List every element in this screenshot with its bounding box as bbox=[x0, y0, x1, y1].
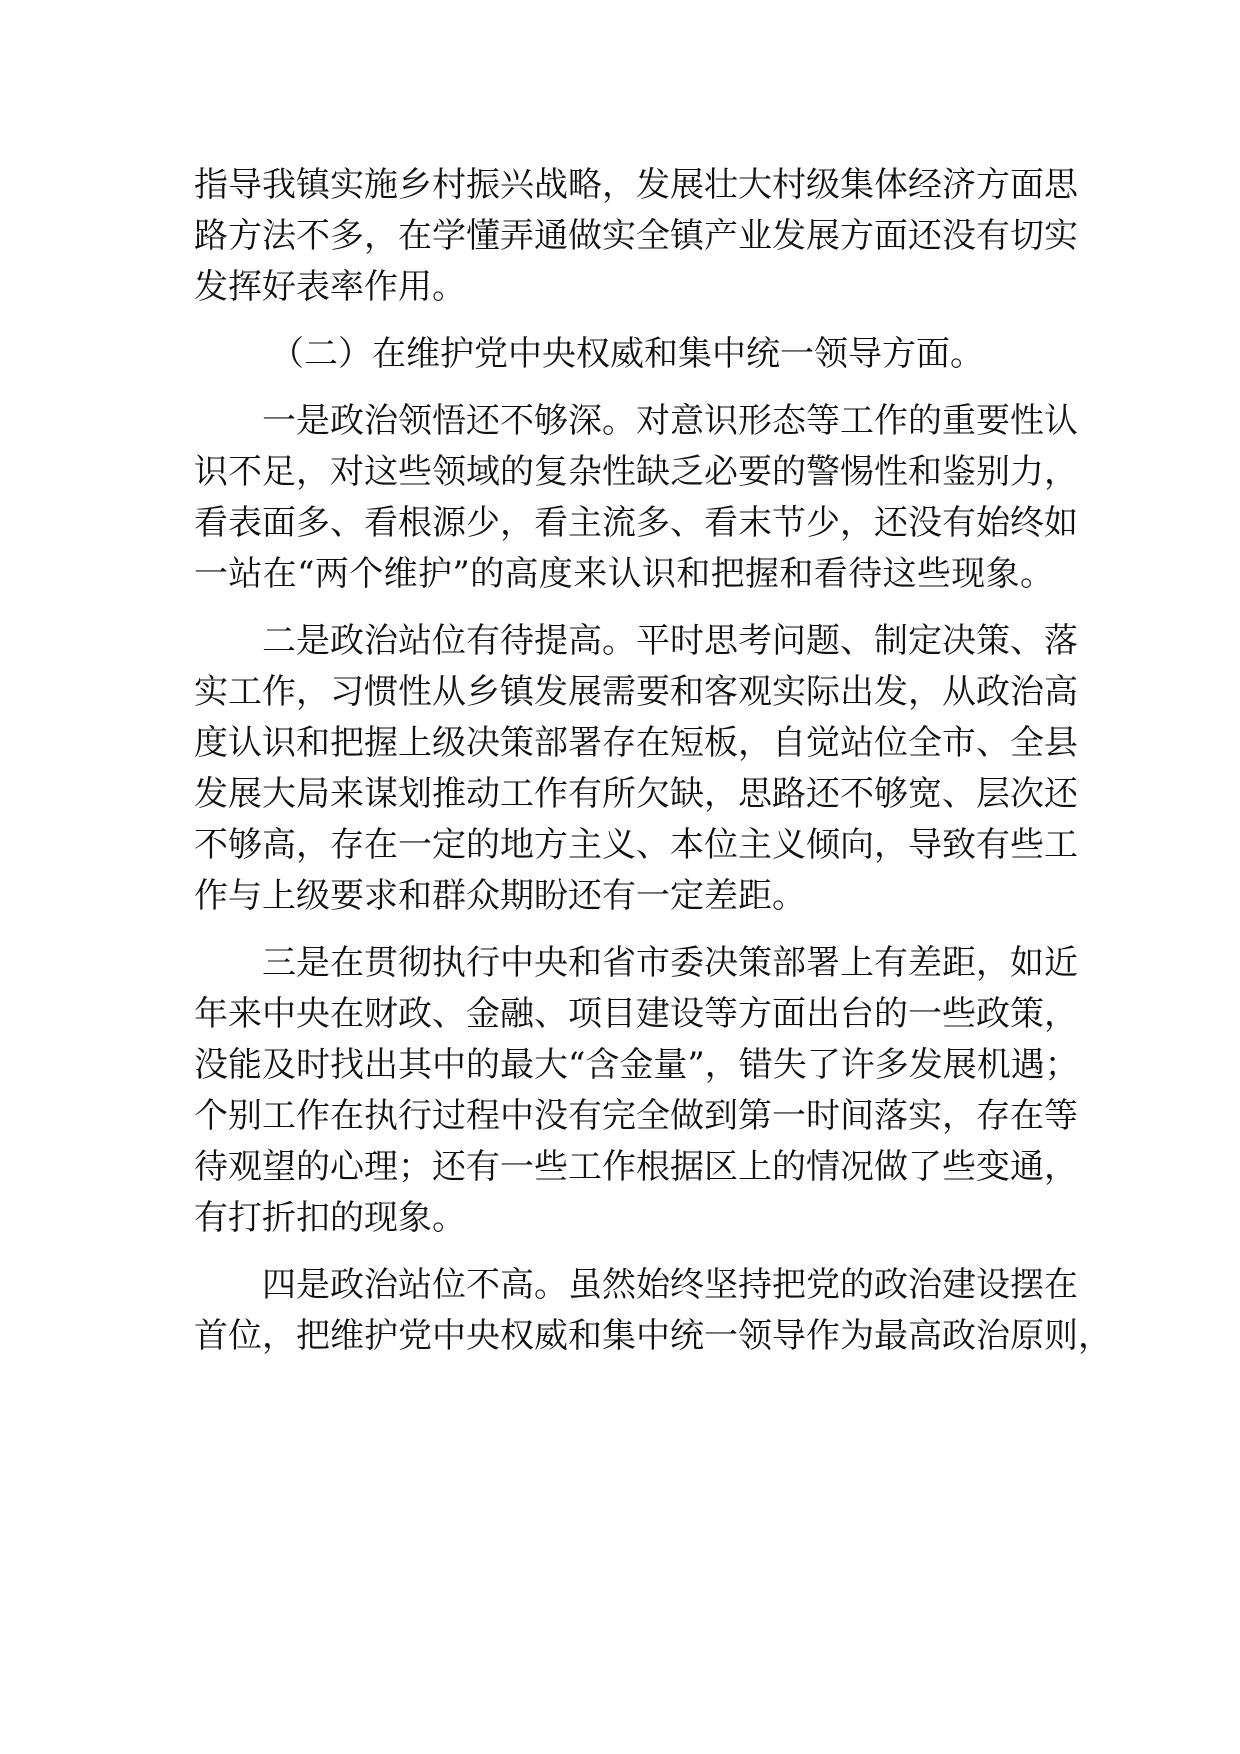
text-line: 二是政治站位有待提高。平时思考问题、制定决策、落 bbox=[262, 621, 1078, 661]
text-line: 发挥好表率作用。 bbox=[194, 267, 466, 307]
text-line: 不够高，存在一定的地方主义、本位主义倾向，导致有些工 bbox=[194, 825, 1078, 865]
text-line: 作与上级要求和群众期盼还有一定差距。 bbox=[194, 876, 806, 916]
paragraph-point-four bbox=[194, 1260, 1112, 1362]
text-line: 看表面多、看根源少，看主流多、看末节少，还没有始终如 bbox=[194, 503, 1078, 543]
text-line: 实工作，习惯性从乡镇发展需要和客观实际出发，从政治高 bbox=[194, 672, 1078, 712]
paragraph-point-two bbox=[194, 616, 1078, 922]
text-line: 识不足，对这些领域的复杂性缺乏必要的警惕性和鉴别力， bbox=[194, 452, 1078, 492]
text-line: 路方法不多，在学懂弄通做实全镇产业发展方面还没有切实 bbox=[194, 216, 1078, 256]
paragraph-point-one bbox=[194, 396, 1078, 600]
text-line: 年来中央在财政、金融、项目建设等方面出台的一些政策， bbox=[194, 994, 1078, 1034]
section-heading bbox=[194, 329, 1054, 380]
text-line: 一是政治领悟还不够深。对意识形态等工作的重要性认 bbox=[262, 401, 1078, 441]
section-heading-text: （二）在维护党中央权威和集中统一领导方面。 bbox=[270, 334, 984, 374]
text-line: 待观望的心理；还有一些工作根据区上的情况做了些变通， bbox=[194, 1147, 1078, 1187]
document-body bbox=[194, 160, 1112, 1378]
text-line: 没能及时找出其中的最大“含金量”，错失了许多发展机遇； bbox=[194, 1045, 1079, 1085]
text-line: 指导我镇实施乡村振兴战略，发展壮大村级集体经济方面思 bbox=[194, 165, 1078, 205]
paragraph-continuation bbox=[194, 160, 1078, 313]
text-line: 发展大局来谋划推动工作有所欠缺，思路还不够宽、层次还 bbox=[194, 774, 1078, 814]
text-line: 一站在“两个维护”的高度来认识和把握和看待这些现象。 bbox=[194, 554, 1054, 594]
text-line: 度认识和把握上级决策部署存在短板，自觉站位全市、全县 bbox=[194, 723, 1078, 763]
text-line: 个别工作在执行过程中没有完全做到第一时间落实，存在等 bbox=[194, 1096, 1078, 1136]
text-line: 四是政治站位不高。虽然始终坚持把党的政治建设摆在 bbox=[262, 1265, 1078, 1305]
text-line: 首位，把维护党中央权威和集中统一领导作为最高政治原则， bbox=[194, 1316, 1112, 1356]
text-line: 三是在贯彻执行中央和省市委决策部署上有差距，如近 bbox=[262, 943, 1078, 983]
text-line: 有打折扣的现象。 bbox=[194, 1198, 466, 1238]
paragraph-point-three bbox=[194, 938, 1079, 1244]
